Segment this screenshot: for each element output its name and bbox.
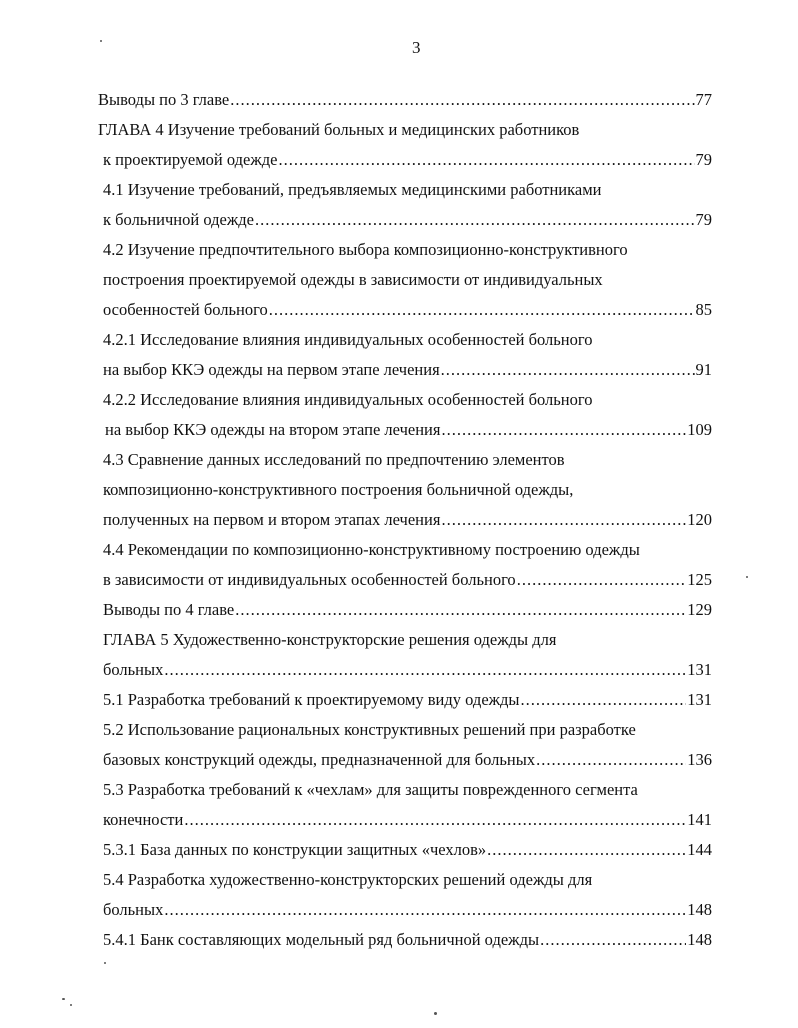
toc-entry-page: 85 — [695, 300, 712, 319]
toc-entry — [103, 748, 712, 772]
toc-entry — [103, 208, 712, 232]
toc-entry-title: на выбор ККЭ одежды на первом этапе лечения — [103, 360, 440, 379]
toc-entry — [103, 898, 712, 922]
toc-entry-page: 109 — [687, 420, 712, 439]
toc-entry — [103, 268, 603, 292]
toc-entry-title: конечности — [103, 810, 184, 829]
toc-entry — [103, 718, 636, 742]
toc-entry-page: 131 — [687, 690, 712, 709]
toc-entry-title: базовых конструкций одежды, предназначенной для больных — [103, 750, 536, 769]
toc-entry-page: 91 — [695, 360, 712, 379]
toc-entry-page: 136 — [687, 750, 712, 769]
toc-leader-dots — [230, 88, 694, 112]
toc-leader-dots — [269, 298, 695, 322]
scan-speck — [70, 1004, 72, 1006]
toc-entry-title: 4.2 Изучение предпочтительного выбора композиционно-конструктивного — [103, 240, 628, 259]
toc-entry-title: 5.2 Использование рациональных конструктивных решений при разработке — [103, 720, 636, 739]
toc-leader-dots — [441, 358, 695, 382]
toc-leader-dots — [235, 598, 686, 622]
toc-entry — [103, 388, 592, 412]
toc-entry-title: построения проектируемой одежды в зависимости от индивидуальных — [103, 270, 603, 289]
toc-leader-dots — [441, 508, 686, 532]
toc-entry-page: 120 — [687, 510, 712, 529]
toc-entry-page: 125 — [687, 570, 712, 589]
toc-entry — [103, 508, 712, 532]
toc-entry-page: 148 — [687, 900, 712, 919]
toc-entry — [103, 448, 565, 472]
toc-leader-dots — [536, 748, 686, 772]
toc-entry — [103, 838, 712, 862]
toc-entry-title: на выбор ККЭ одежды на втором этапе лечения — [105, 420, 441, 439]
toc-entry-title: 4.4 Рекомендации по композиционно-конструктивному построению одежды — [103, 540, 640, 559]
toc-entry-page: 148 — [687, 930, 712, 949]
toc-entry — [103, 358, 712, 382]
toc-entry-title: 4.3 Сравнение данных исследований по предпочтению элементов — [103, 450, 565, 469]
toc-entry — [103, 478, 573, 502]
toc-entry-title: 4.2.2 Исследование влияния индивидуальных особенностей больного — [103, 390, 593, 409]
toc-entry — [103, 688, 712, 712]
toc-entry-title: композиционно-конструктивного построения больничной одежды, — [103, 480, 574, 499]
toc-entry-page: 79 — [695, 210, 712, 229]
toc-entry-title: Выводы по 3 главе — [98, 90, 230, 109]
page-number: 3 — [412, 38, 421, 57]
scan-speck — [62, 998, 65, 1000]
toc-entry — [103, 658, 712, 682]
toc-entry — [103, 568, 712, 592]
toc-leader-dots — [521, 688, 687, 712]
toc-entry-title: ГЛАВА 4 Изучение требований больных и медицинских работников — [98, 120, 580, 139]
toc-entry-title: 5.1 Разработка требований к проектируемому виду одежды — [103, 690, 520, 709]
toc-entry — [103, 178, 601, 202]
toc-entry — [103, 538, 640, 562]
toc-entry — [103, 778, 638, 802]
toc-entry-title: особенностей больного — [103, 300, 268, 319]
toc-entry — [103, 868, 592, 892]
toc-entry-title: к больничной одежде — [103, 210, 254, 229]
toc-entry — [98, 118, 579, 142]
toc-entry-page: 144 — [687, 840, 712, 859]
toc-entry-page: 77 — [695, 90, 712, 109]
toc-leader-dots — [278, 148, 694, 172]
toc-leader-dots — [184, 808, 686, 832]
toc-leader-dots — [441, 418, 686, 442]
toc-entry-page: 141 — [687, 810, 712, 829]
scan-speck — [434, 1012, 437, 1015]
toc-entry-title: больных — [103, 660, 164, 679]
scan-speck — [104, 962, 106, 964]
toc-entry-title: 5.3.1 База данных по конструкции защитных «чехлов» — [103, 840, 487, 859]
toc-leader-dots — [255, 208, 695, 232]
toc-entry-page: 129 — [687, 600, 712, 619]
toc-entry — [103, 298, 712, 322]
toc-entry — [103, 148, 712, 172]
toc-entry — [103, 598, 712, 622]
toc-entry — [103, 628, 556, 652]
toc-leader-dots — [164, 658, 686, 682]
toc-entry-title: 4.1 Изучение требований, предъявляемых медицинскими работниками — [103, 180, 602, 199]
toc-entry — [103, 328, 592, 352]
toc-entry — [103, 928, 712, 952]
toc-entry — [103, 808, 712, 832]
toc-entry-title: 5.4 Разработка художественно-конструкторских решений одежды для — [103, 870, 593, 889]
toc-entry — [98, 88, 712, 112]
toc-entry-title: полученных на первом и втором этапах лечения — [103, 510, 441, 529]
toc-entry-page: 79 — [695, 150, 712, 169]
toc-leader-dots — [540, 928, 686, 952]
scan-speck — [746, 576, 748, 578]
toc-leader-dots — [164, 898, 686, 922]
toc-entry-page: 131 — [687, 660, 712, 679]
toc-leader-dots — [487, 838, 686, 862]
toc-entry-title: 4.2.1 Исследование влияния индивидуальных особенностей больного — [103, 330, 593, 349]
scan-speck — [100, 40, 102, 42]
toc-entry-title: Выводы по 4 главе — [103, 600, 235, 619]
toc-entry-title: в зависимости от индивидуальных особенностей больного — [103, 570, 516, 589]
toc-leader-dots — [517, 568, 687, 592]
toc-entry-title: 5.3 Разработка требований к «чехлам» для защиты поврежденного сегмента — [103, 780, 638, 799]
toc-entry-title: 5.4.1 Банк составляющих модельный ряд больничной одежды — [103, 930, 540, 949]
toc-entry — [105, 418, 712, 442]
toc-entry — [103, 238, 628, 262]
toc-entry-title: больных — [103, 900, 164, 919]
toc-entry-title: ГЛАВА 5 Художественно-конструкторские решения одежды для — [103, 630, 557, 649]
toc-entry-title: к проектируемой одежде — [103, 150, 278, 169]
